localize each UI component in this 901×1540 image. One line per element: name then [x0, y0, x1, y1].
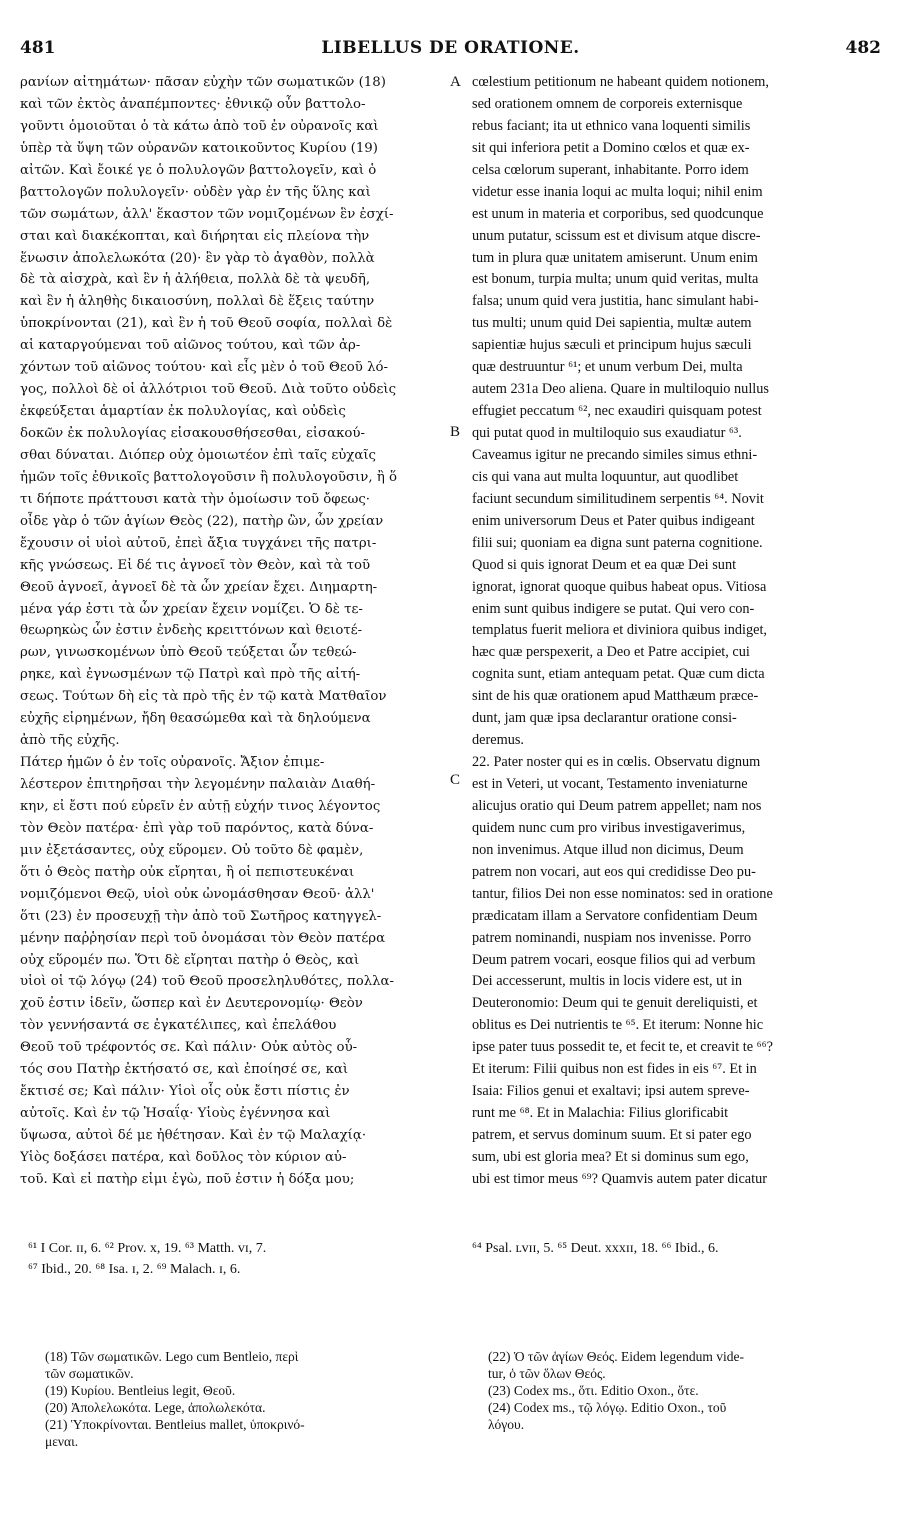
note-line: (21) Ὑποκρίνονται. Bentleius mallet, ὑποκρινό- [45, 1417, 305, 1432]
greek-text-line: υἱοὶ οἱ τῷ λόγῳ (24) τοῦ Θεοῦ προσεληλυθότες, πολλα- [20, 974, 395, 990]
latin-text-line: faciunt secundum similitudinem serpentis ⁶⁴. Novit [472, 490, 764, 507]
reference-line: ⁶¹ I Cor. ɪɪ, 6. ⁶² Prov. x, 19. ⁶³ Matth. vɪ, 7. [28, 1241, 267, 1256]
greek-text-line: μιν ἐξετάσαντες, οὐχ εὕρομεν. Οὐ τοῦτο δὲ φαμὲν, [20, 842, 364, 858]
greek-text-line: θεωρηκὼς ὧν ἐστιν ἐνδεὴς κρειττόνων καὶ θειοτέ- [20, 623, 363, 639]
greek-text-line: ὑπὲρ τὰ ὕψη τῶν οὐρανῶν κατοικοῦντος Κυρίου (19) [20, 140, 378, 156]
latin-text-line: effugiet peccatum ⁶², nec exaudiri quisquam potest [472, 403, 762, 420]
latin-text-line: Deuteronomio: Deum qui te genuit dereliquisti, et [472, 995, 758, 1012]
latin-text-line: cœlestium petitionum ne habeant quidem notionem, [472, 74, 769, 90]
greek-text-line: σεως. Τούτων δὴ εἰς τὰ πρὸ τῆς ἐν τῷ κατὰ Ματθαῖον [20, 689, 387, 705]
greek-text-line: τός σου Πατὴρ ἐκτήσατό σε, καὶ ἐποίησέ σε, καὶ [20, 1062, 349, 1078]
greek-text-line: αἰτῶν. Καὶ ἔοικέ γε ὁ πολυλογῶν βαττολογεῖν, καὶ ὁ [20, 162, 377, 178]
page-number-right: 482 [845, 38, 881, 58]
page-number-left: 481 [20, 38, 56, 58]
editorial-notes-left [45, 1348, 440, 1450]
latin-text-line: falsa; unum quid vera justitia, hanc simulant habi- [472, 293, 759, 310]
latin-text-line: Isaia: Filios genui et exaltavi; ipsi autem spreve- [472, 1083, 750, 1100]
greek-text-line: Θεοῦ ἀγνοεῖ, ἀγνοεῖ δὲ τὰ ὧν χρείαν ἔχει. Διημαρτη- [20, 579, 378, 595]
note-line: tur, ὁ τῶν ὅλων Θεός. [488, 1366, 606, 1381]
margin-marker-a: A [450, 74, 461, 90]
latin-text-line: sum, ubi est gloria mea? Et si dominus sum ego, [472, 1148, 749, 1165]
latin-text-line: Dei accesserunt, multis in locis videre est, ut in [472, 973, 742, 990]
note-line: (20) Ἀπολελωκότα. Lege, ἀπολωλεκότα. [45, 1400, 266, 1415]
latin-text-column [472, 72, 882, 1191]
greek-text-line: ἔχουσιν οἱ υἱοὶ αὐτοῦ, ἐπεὶ ἄξια τυγχάνει τῆς πατρι- [20, 535, 377, 551]
note-line: (19) Κυρίου. Bentleius legit, Θεοῦ. [45, 1383, 236, 1398]
latin-text-line: autem 231a Deo aliena. Quare in multiloquio nullus [472, 381, 769, 398]
note-line: (23) Codex ms., ὅτι. Editio Oxon., ὅτε. [488, 1383, 699, 1398]
margin-marker-b: B [450, 424, 461, 440]
greek-text-line: τὸν Θεὸν πατέρα· ἐπὶ γὰρ τοῦ παρόντος, κατὰ δύνα- [20, 820, 374, 836]
note-line: τῶν σωματικῶν. [45, 1366, 134, 1381]
latin-text-line: qui putat quod in multiloquio sus exaudiatur ⁶³. [472, 425, 742, 441]
greek-text-line: ρηκε, καὶ ἐγνωσμένων τῷ Πατρὶ καὶ πρὸ τῆς αἰτή- [20, 667, 361, 683]
greek-text-line: γος, πολλοὶ δὲ οἱ ἀλλότριοι τοῦ Θεοῦ. Διὰ τοῦτο οὐδεὶς [20, 382, 397, 398]
latin-text-line: tus multi; unum quid Dei sapientia, multæ autem [472, 315, 752, 332]
latin-text-line: prædicatam illam a Servatore confidentiam Deum [472, 907, 758, 924]
latin-text-line: est bonum, turpia multa; unum quid veritas, multa [472, 271, 759, 288]
latin-text-line: ubi est timor meus ⁶⁹? Quamvis autem pater dicatur [472, 1170, 768, 1187]
latin-text-line: cis qui vana aut multa loquuntur, aut quodlibet [472, 468, 739, 485]
editorial-notes-right [488, 1348, 883, 1433]
latin-text-line: Quod si quis ignorat Deum et ea quæ Dei sunt [472, 556, 737, 573]
greek-text-line: ὅτι (23) ἐν προσευχῇ τὴν ἀπὸ τοῦ Σωτῆρος κατηγγελ- [20, 908, 382, 924]
latin-text-line: filii sui; quoniam ea digna sunt paterna cognitione. [472, 534, 763, 551]
greek-text-line: νομιζόμενοι Θεῷ, υἱοὶ οὐκ ὠνομάσθησαν Θεοῦ· ἀλλ' [20, 886, 375, 902]
greek-text-line: τὸν γεννήσαντά σε ἐγκατέλιπες, καὶ ἐπελάθου [20, 1018, 337, 1034]
margin-marker-c: C [450, 772, 461, 788]
greek-text-line: ἐκφεύξεται ἁμαρτίαν ἐκ πολυλογίας, καὶ οὐδεὶς [20, 404, 346, 420]
greek-text-line: ἡμῶν τοῖς ἐθνικοῖς βαττολογοῦσιν ἢ πολυλογοῦσιν, ἢ ὅ [20, 469, 398, 485]
greek-text-line: γοῦντι ὁμοιοῦται ὁ τὰ κάτω ἀπὸ τοῦ ἐν οὐρανοῖς καὶ [20, 118, 379, 134]
latin-text-line: sint de his quæ orationem apud Matthæum præce- [472, 688, 759, 705]
greek-text-line: τῶν σωμάτων, ἀλλ' ἕκαστον τῶν νομιζομένων ἓν ἐσχί- [20, 206, 394, 222]
latin-text-line: cognita sunt, etiam antequam petat. Quæ cum dicta [472, 666, 765, 683]
greek-text-line: κῆς γνώσεως. Εἰ δέ τις ἀγνοεῖ τὸν Θεὸν, καὶ τὰ τοῦ [20, 557, 371, 573]
latin-text-line: sit qui inferiora petit a Domino cœlos et quæ ex- [472, 139, 750, 156]
reference-line: ⁶⁴ Psal. ʟvɪɪ, 5. ⁶⁵ Deut. xxxɪɪ, 18. ⁶⁶ Ibid., 6. [472, 1241, 719, 1256]
latin-text-line: Deum patrem vocari, eosque filios qui ad verbum [472, 951, 756, 968]
greek-text-line: ὑποκρίνονται (21), καὶ ἓν ἡ τοῦ Θεοῦ σοφία, πολλαὶ δὲ [20, 316, 393, 332]
greek-text-line: καὶ τῶν ἐκτὸς ἀναπέμποντες· ἐθνικῷ οὖν βαττολο- [20, 96, 366, 112]
latin-text-line: Et iterum: Filii quibus non est fides in eis ⁶⁷. Et in [472, 1061, 757, 1078]
greek-text-line: τοῦ. Καὶ εἰ πατὴρ εἰμι ἐγὼ, ποῦ ἐστιν ἡ δόξα μου; [20, 1171, 355, 1187]
latin-text-line: deremus. [472, 732, 525, 749]
greek-text-line: μένην παῤῥησίαν περὶ τοῦ ὀνομάσαι τὸν Θεὸν πατέρα [20, 930, 386, 946]
greek-text-line: ὕψωσα, αὐτοὶ δέ με ἠθέτησαν. Καὶ ἐν τῷ Μαλαχίᾳ· [20, 1128, 367, 1143]
latin-text-line: oblitus es Dei nutrientis te ⁶⁵. Et iterum: Nonne hic [472, 1017, 764, 1034]
greek-text-line: ρανίων αἰτημάτων· πᾶσαν εὐχὴν τῶν σωματικῶν (18) [20, 75, 386, 90]
greek-text-line: λέστερον ἐπιτηρῆσαι τὴν λεγομένην παλαιὰν Διαθή- [20, 777, 376, 792]
greek-text-line: Πάτερ ἡμῶν ὁ ἐν τοῖς οὐρανοῖς. Ἄξιον ἐπιμε- [20, 755, 325, 771]
latin-text-line: patrem nominandi, nuspiam nos invenisse. Porro [472, 929, 752, 946]
greek-text-line: χόντων τοῦ αἰῶνος τούτου· καὶ εἷς μὲν ὁ τοῦ Θεοῦ λό- [20, 360, 388, 376]
latin-text-line: enim universorum Deus et Pater quibus indigeant [472, 512, 755, 529]
greek-text-line: αἱ καταργούμεναι τοῦ αἰῶνος τούτου, καὶ τῶν ἀρ- [20, 338, 361, 354]
note-line: (24) Codex ms., τῷ λόγῳ. Editio Oxon., τοῦ [488, 1400, 727, 1415]
greek-text-line: σται καὶ διακέκοπται, καὶ διήρηται εἰς πλείονα τὴν [20, 228, 370, 244]
latin-text-line: patrem, et servus dominum suum. Et si pater ego [472, 1127, 752, 1143]
greek-text-line: ἕνωσιν ἀπολελωκότα (20)· ἓν γὰρ τὸ ἀγαθὸν, πολλὰ [20, 250, 375, 266]
latin-text-line: videtur esse inania loqui ac multa loqui; nihil enim [472, 183, 763, 200]
note-line: (22) Ὁ τῶν ἁγίων Θεός. Eidem legendum vide- [488, 1349, 744, 1364]
greek-text-line: μένα γάρ ἐστι τὰ ὧν χρείαν ἔχειν νομίζει. Ὁ δὲ τε- [20, 601, 363, 617]
latin-text-line: ignorat, ignorat quoque quibus habeat opus. Vitiosa [472, 578, 767, 595]
latin-text-line: non invenimus. Atque illud non dicimus, Deum [472, 841, 744, 858]
greek-text-line: ἔκτισέ σε; Καὶ πάλιν· Υἱοὶ οἷς οὐκ ἔστι πίστις ἐν [20, 1084, 350, 1100]
greek-text-line: οὐχ εὕρομέν πω. Ὅτι δὲ εἴρηται πατὴρ ὁ Θεὸς, καὶ [20, 952, 360, 968]
latin-text-line: sed orationem omnem de corporeis externisque [472, 95, 743, 112]
scripture-references-left [28, 1238, 458, 1280]
greek-text-line: δοκῶν ἐκ πολυλογίας εἰσακουσθήσεσθαι, εἰσακού- [20, 426, 365, 441]
latin-text-line: rebus faciant; ita ut ethnico vana loquenti similis [472, 117, 751, 134]
note-line: λόγου. [488, 1417, 525, 1432]
latin-text-line: tantur, filios Dei non esse nominatos: sed in oratione [472, 885, 773, 902]
latin-text-line: tum in plura quæ unitatem amiserunt. Unum enim [472, 249, 758, 266]
greek-text-line: ὅτι ὁ Θεὸς πατὴρ οὐκ εἴρηται, ἢ οἱ πεπιστευκέναι [20, 864, 355, 880]
greek-text-line: Υἱὸς δοξάσει πατέρα, καὶ δοῦλος τὸν κύριον αὐ- [20, 1149, 347, 1165]
latin-text-line: est unum in materia et corporibus, sed quodcunque [472, 205, 764, 222]
note-line: μεναι. [45, 1434, 79, 1449]
latin-text-line: runt me ⁶⁸. Et in Malachia: Filius glorificabit [472, 1105, 729, 1122]
greek-text-line: Θεοῦ τοῦ τρέφοντός σε. Καὶ πάλιν· Οὐκ αὐτὸς οὗ- [20, 1040, 358, 1056]
latin-text-line: patrem non vocari, aut eos qui credidisse Deo pu- [472, 863, 756, 880]
greek-text-line: σθαι δύναται. Διόπερ οὐχ ὁμοιωτέον ἐπὶ ταῖς εὐχαῖς [20, 447, 376, 463]
greek-text-line: δὲ τὰ αἰσχρὰ, καὶ ἓν ἡ ἀλήθεια, πολλὰ δὲ τὰ ψευδῆ, [20, 272, 371, 288]
latin-text-line: enim sunt quibus indigere se putat. Qui vero con- [472, 600, 755, 617]
greek-text-line: οἶδε γὰρ ὁ τῶν ἁγίων Θεὸς (22), πατὴρ ὢν, ὧν χρείαν [20, 513, 384, 529]
latin-text-line: ipse pater tuus possedit te, et fecit te, et creavit te ⁶⁶? [472, 1039, 773, 1056]
latin-text-line: unum putatur, scissum est et divisum atque discre- [472, 227, 761, 244]
latin-text-line: celsa cœlorum superant, inhabitante. Porro idem [472, 161, 749, 178]
latin-text-line: sapientiæ hujus sæculi et principum hujus sæculi [472, 337, 752, 354]
note-line: (18) Τῶν σωματικῶν. Lego cum Bentleio, περὶ [45, 1349, 299, 1364]
latin-text-line: alicujus oratio qui Deum patrem appellet; nam nos [472, 797, 762, 814]
latin-text-line: 22. Pater noster qui es in cœlis. Observatu dignum [472, 754, 761, 771]
latin-text-line: hæc quæ perspexerit, a Deo et Patre accipiet, cui [472, 644, 750, 661]
page-header [20, 38, 881, 62]
greek-text-line: ρων, γινωσκομένων ὑπὸ Θεοῦ τεύξεται ὧν τεθεώ- [20, 645, 357, 661]
latin-text-line: quæ destruuntur ⁶¹; et unum verbum Dei, multa [472, 359, 743, 376]
greek-text-line: τι δήποτε πράττουσι κατὰ τὴν ὁμοίωσιν τοῦ ὄφεως· [20, 491, 371, 507]
latin-text-line: Caveamus igitur ne precando similes simus ethni- [472, 446, 758, 463]
scripture-references-right [472, 1238, 882, 1259]
greek-text-line: εὐχῆς εἰρημένων, ἤδη θεασώμεθα καὶ τὰ δηλούμενα [20, 711, 371, 727]
greek-text-line: βαττολογῶν πολυλογεῖν· οὐδὲν γὰρ ἐν τῆς ὕλης καὶ [20, 184, 371, 200]
running-title: LIBELLUS DE ORATIONE. [321, 38, 580, 58]
greek-text-line: ἀπὸ τῆς εὐχῆς. [20, 733, 120, 749]
greek-text-line: αὐτοῖς. Καὶ ἐν τῷ Ἡσαΐᾳ· Υἱοὺς ἐγέννησα καὶ [20, 1106, 331, 1122]
latin-text-line: templatus fuerit meliora et diviniora quibus indiget, [472, 622, 768, 639]
greek-text-column [20, 72, 445, 1191]
latin-text-line: est in Veteri, ut vocant, Testamento inveniaturne [472, 776, 748, 792]
latin-text-line: dunt, jam quæ ipsa declarantur oratione consi- [472, 710, 737, 727]
greek-text-line: κην, εἰ ἔστι πού εὑρεῖν ἐν αὐτῇ εὐχήν τινος λέγοντος [20, 798, 381, 814]
greek-text-line: χοῦ ἐστιν ἰδεῖν, ὥσπερ καὶ ἐν Δευτερονομίῳ· Θεὸν [20, 996, 363, 1012]
reference-line: ⁶⁷ Ibid., 20. ⁶⁸ Isa. ɪ, 2. ⁶⁹ Malach. ɪ, 6. [28, 1262, 241, 1277]
latin-text-line: quidem nunc cum pro viribus investigaverimus, [472, 819, 746, 836]
greek-text-line: καὶ ἓν ἡ ἀληθὴς δικαιοσύνη, πολλαὶ δὲ ἕξεις ταύτην [20, 294, 375, 310]
